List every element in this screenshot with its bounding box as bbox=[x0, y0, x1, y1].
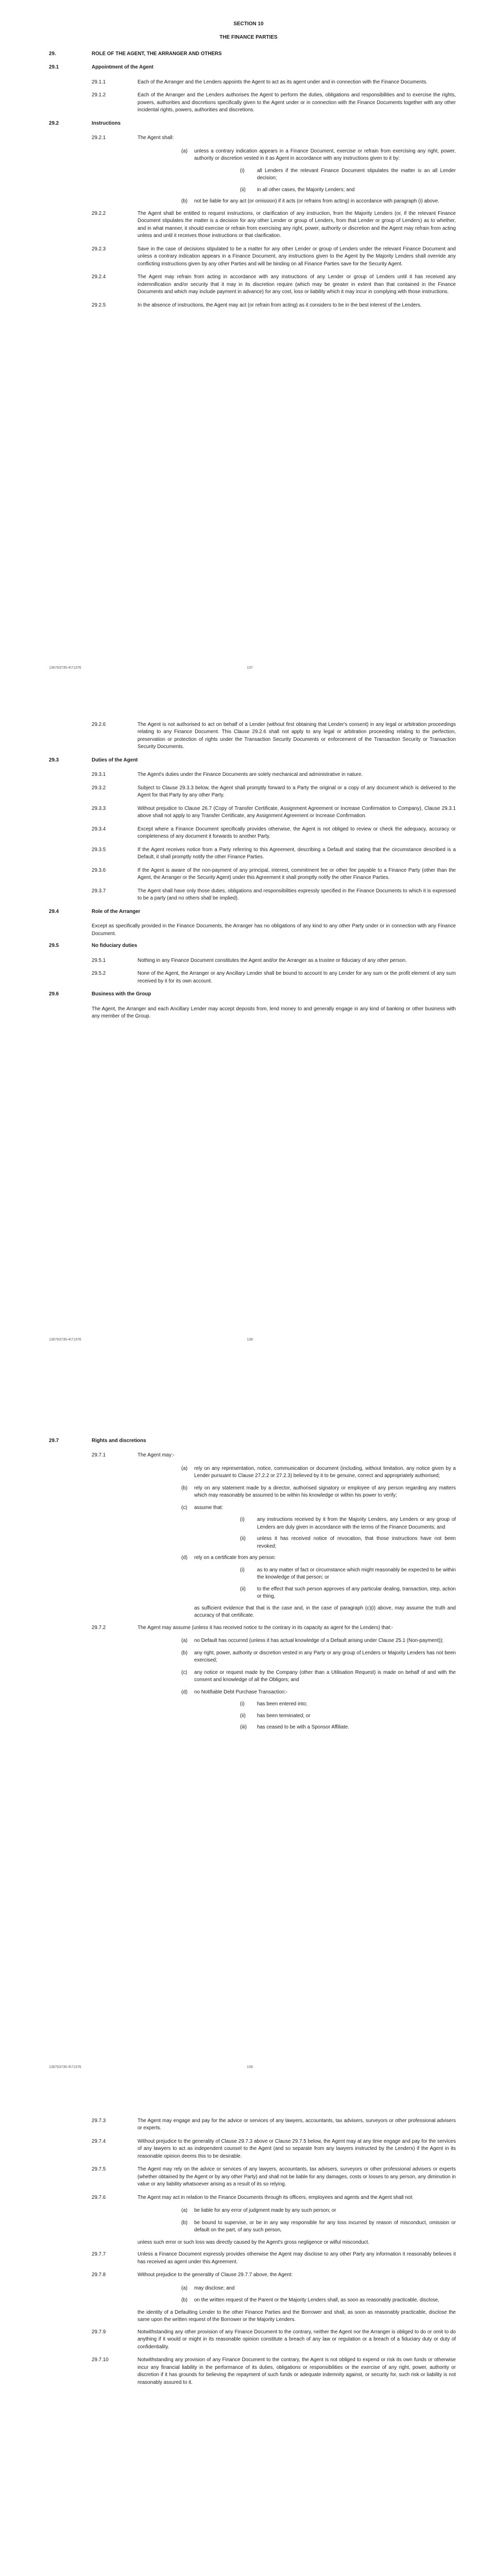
clause-list bbox=[49, 50, 456, 315]
clause-text: any instructions received by it from the Majority Lenders, any Lenders or any group of Lenders are duly given in accordance with the terms of the Finance Documents; and bbox=[257, 1517, 456, 1530]
roman-paragraph bbox=[49, 1586, 456, 1601]
page-140 bbox=[0, 2107, 497, 2576]
lettered-paragraph bbox=[49, 1637, 456, 1645]
subclause-paragraph bbox=[49, 785, 456, 800]
lettered-paragraph bbox=[49, 198, 456, 205]
clause-number: 29.7.4 bbox=[92, 2138, 106, 2144]
subclause-paragraph bbox=[49, 846, 456, 861]
subclause-paragraph bbox=[49, 2117, 456, 2132]
clause-number: (ii) bbox=[240, 1586, 246, 1592]
subclause-paragraph bbox=[49, 888, 456, 903]
clause-number: 29.3.5 bbox=[92, 846, 106, 853]
clause-text: Duties of the Agent bbox=[92, 757, 138, 763]
lettered-paragraph bbox=[49, 148, 456, 163]
clause-text: Without prejudice to the generality of Clause 29.7.3 above or Clause 29.7.5 below, the Agent may at any time engage and pay for the services of any lawyers to act as independent counsel to the Agent (and so separate from any lawyers instructed by the Lenders) if the Agent in its reasonable opinion deems this to be desirable. bbox=[138, 2138, 456, 2159]
clause-number: 29.2.5 bbox=[92, 302, 106, 308]
clause-text: has been entered into; bbox=[257, 1701, 307, 1707]
lettered-continuation bbox=[49, 1605, 456, 1620]
clause-number: (ii) bbox=[240, 1713, 246, 1719]
clause-number: (b) bbox=[181, 2219, 187, 2226]
subclause-paragraph bbox=[49, 2194, 456, 2201]
clause-text: as to any matter of fact or circumstance which might reasonably be expected to be within the knowledge of that person; or bbox=[257, 1567, 456, 1581]
clause-number: 29.7.8 bbox=[92, 2272, 106, 2278]
clause-list bbox=[49, 721, 456, 1025]
roman-paragraph bbox=[49, 1713, 456, 1720]
clause-number: 29.1.1 bbox=[92, 79, 106, 85]
clause-number: (b) bbox=[181, 198, 187, 205]
clause-text: Each of the Arranger and the Lenders authorises the Agent to perform the duties, obligations and responsibilities and to exercise the rights, powers, authorities and discretions specifically given to the Agent under or in connection with the Finance Documents together with any other incidental rights, powers, authorities and discretions. bbox=[138, 92, 456, 113]
subclause-paragraph bbox=[49, 2166, 456, 2188]
clause-text: the identity of a Defaulting Lender to the other Finance Parties and the Borrower and shall, as soon as reasonably practicable, disclose the same upon the written request of the Borrower or the Majority Lenders. bbox=[138, 2309, 456, 2323]
clause-number: (i) bbox=[240, 167, 245, 174]
clause-text: The Agent's duties under the Finance Documents are solely mechanical and administrative in nature. bbox=[138, 772, 363, 778]
clause-number: (c) bbox=[181, 1504, 187, 1511]
roman-paragraph bbox=[49, 167, 456, 182]
clause-text: rely on a certificate from any person: bbox=[194, 1555, 276, 1561]
roman-paragraph bbox=[49, 1535, 456, 1550]
doc-reference: 136763735-4\71376 bbox=[49, 666, 81, 670]
subclause-paragraph bbox=[49, 867, 456, 882]
lettered-paragraph bbox=[49, 1650, 456, 1665]
clause-text: The Agent may engage and pay for the advice or services of any lawyers, accountants, tax advisers, surveyors or other professional advisers or experts. bbox=[138, 2118, 456, 2131]
clause-list bbox=[49, 1437, 456, 1736]
clause-text: any right, power, authority or discretion vested in any Party or any group of Lenders or Majority Lenders has not been exercised; bbox=[194, 1650, 456, 1664]
subclause-heading bbox=[49, 64, 456, 71]
clause-text: The Agent is not authorised to act on behalf of a Lender (without first obtaining that Lender's consent) in any legal or arbitration proceedings relating to any Finance Document. This Clause 29.2.6 shall not apply to any legal or arbitration proceeding relating to the perfection, preservation or protection of rights under the Transaction Security Documents or enforcement of the Transaction Security or Transaction Security Documents. bbox=[138, 722, 456, 750]
clause-text: as sufficient evidence that that is the case and, in the case of paragraph (c)(i) above, may assume the truth and accuracy of that certificate. bbox=[194, 1605, 456, 1619]
clause-text: rely on any representation, notice, communication or document (including, without limitation, any notice given by a Lender pursuant to Clause 27.2.2 or 27.2.3) believed by it to be genuine, correct and appropriately authorised; bbox=[194, 1465, 456, 1479]
clause-text: no Default has occurred (unless it has actual knowledge of a Default arising under Clause 25.1 (Non-payment)); bbox=[194, 1638, 444, 1644]
clause-number: 29.5.2 bbox=[92, 971, 106, 977]
clause-text: has been terminated; or bbox=[257, 1713, 311, 1719]
subclause-paragraph bbox=[49, 246, 456, 268]
clause-text: Without prejudice to the generality of Clause 29.7.7 above, the Agent: bbox=[138, 2272, 293, 2278]
clause-text: be liable for any error of judgment made by any such person; or bbox=[194, 2208, 336, 2214]
clause-text: not be liable for any act (or omission) if it acts (or refrains from acting) in accordance with paragraph (i) above. bbox=[194, 198, 439, 205]
subclause-paragraph bbox=[49, 970, 456, 985]
subclause-paragraph bbox=[49, 2357, 456, 2386]
clause-number: 29.6 bbox=[49, 991, 59, 997]
clause-text: The Agent may assume (unless it has received notice to the contrary in its capacity as agent for the Lenders) that:- bbox=[138, 1624, 393, 1631]
clause-text: all Lenders if the relevant Finance Document stipulates the matter is an all Lender decision; bbox=[257, 167, 456, 181]
roman-paragraph bbox=[49, 1701, 456, 1708]
clause-number: 29.2 bbox=[49, 120, 59, 126]
subclause-paragraph bbox=[49, 2251, 456, 2266]
page-139 bbox=[0, 1406, 497, 2107]
clause-number: 29.3.7 bbox=[92, 888, 106, 894]
clause-number: (a) bbox=[181, 2208, 187, 2214]
clause-text: No fiduciary duties bbox=[92, 943, 138, 949]
clause-text: any notice or request made by the Company (other than a Utilisation Request) is made on behalf of and with the consent and knowledge of all the Obligors; and bbox=[194, 1669, 456, 1683]
page-number: 139 bbox=[247, 2065, 253, 2069]
section-title: THE FINANCE PARTIES bbox=[219, 35, 278, 40]
clause-number: 29.7.2 bbox=[92, 1624, 106, 1631]
doc-reference: 136763735-4\71376 bbox=[49, 1338, 81, 1342]
subclause-paragraph bbox=[49, 1624, 456, 1632]
subclause-heading bbox=[49, 120, 456, 127]
roman-paragraph bbox=[49, 1567, 456, 1582]
clause-number: 29.3.3 bbox=[92, 805, 106, 811]
page-137 bbox=[0, 21, 497, 706]
subclause-paragraph bbox=[49, 957, 456, 964]
doc-reference: 136763735-4\71376 bbox=[49, 2065, 81, 2069]
clause-text: In the absence of instructions, the Agent may act (or refrain from acting) as it considers to be in the best interest of the Lenders. bbox=[138, 302, 422, 308]
clause-text: assume that: bbox=[194, 1504, 224, 1511]
clause-number: (a) bbox=[181, 148, 187, 154]
clause-number: (b) bbox=[181, 1650, 187, 1656]
subclause-heading bbox=[49, 942, 456, 950]
clause-number: (c) bbox=[181, 1669, 187, 1675]
clause-number: 29. bbox=[49, 51, 56, 57]
clause-number: 29.4 bbox=[49, 908, 59, 914]
clause-list bbox=[49, 2117, 456, 2392]
clause-number: (a) bbox=[181, 2285, 187, 2291]
clause-number: 29.3 bbox=[49, 757, 59, 763]
clause-text: to the effect that such person approves of any particular dealing, transaction, step, action or thing, bbox=[257, 1586, 456, 1600]
clause-number: (b) bbox=[181, 2297, 187, 2303]
clause-number: 29.7.9 bbox=[92, 2329, 106, 2335]
clause-text: The Agent shall: bbox=[138, 135, 174, 141]
clause-number: 29.3.6 bbox=[92, 867, 106, 873]
subclause-paragraph bbox=[49, 79, 456, 86]
clause-number: 29.2.1 bbox=[92, 135, 106, 141]
clause-text: Instructions bbox=[92, 120, 121, 126]
page-138 bbox=[0, 706, 497, 1412]
clause-text: on the written request of the Parent or the Majority Lenders shall, as soon as reasonably practicable, disclose, bbox=[194, 2297, 439, 2303]
roman-paragraph bbox=[49, 1516, 456, 1531]
clause-text: unless a contrary indication appears in a Finance Document, exercise or refrain from exercising any right, power, authority or discretion vested in it as Agent in accordance with any instructions given to it by: bbox=[194, 148, 456, 162]
clause-number: (a) bbox=[181, 1465, 187, 1471]
clause-paragraph bbox=[49, 1006, 456, 1021]
clause-text: be bound to supervise, or be in any way responsible for any loss incurred by reason of misconduct, omission or default on the part, of any such person, bbox=[194, 2219, 456, 2233]
subclause-continuation bbox=[49, 2239, 456, 2246]
clause-number: 29.3.4 bbox=[92, 826, 106, 832]
clause-text: The Agent shall be entitled to request instructions, or clarification of any instruction, from the Majority Lenders (or, if the relevant Finance Document stipulates the matter is a decision for any other Lender or group of Lenders, from that Lender or group of Lenders) as to whether, and in what manner, it should exercise or refrain from exercising any right, power, authority or discretion and the Agent may refrain from acting unless and until it receives those instructions or that clarification. bbox=[138, 210, 456, 239]
section-number: SECTION 10 bbox=[233, 21, 264, 27]
subclause-heading bbox=[49, 1437, 456, 1445]
clause-paragraph bbox=[49, 923, 456, 938]
clause-text: The Agent, the Arranger and each Ancillary Lender may accept deposits from, lend money to and generally engage in any kind of banking or other business with any member of the Group. bbox=[92, 1006, 456, 1020]
roman-paragraph bbox=[49, 187, 456, 194]
clause-number: 29.7.7 bbox=[92, 2251, 106, 2258]
subclause-heading bbox=[49, 991, 456, 998]
clause-number: (b) bbox=[181, 1485, 187, 1491]
clause-number: (ii) bbox=[240, 187, 246, 193]
lettered-paragraph bbox=[49, 2285, 456, 2292]
clause-number: 29.2.4 bbox=[92, 274, 106, 280]
roman-paragraph bbox=[49, 1724, 456, 1731]
clause-text: Rights and discretions bbox=[92, 1438, 146, 1444]
clause-number: 29.2.6 bbox=[92, 722, 106, 727]
clause-number: 29.7.6 bbox=[92, 2194, 106, 2200]
clause-text: None of the Agent, the Arranger or any Ancillary Lender shall be bound to account to any Lender for any sum or the profit element of any sum received by it for its own account. bbox=[138, 971, 456, 984]
lettered-paragraph bbox=[49, 1465, 456, 1480]
clause-text: rely on any statement made by a director, authorised signatory or employee of any person regarding any matters which may reasonably be assumed to be within his knowledge or within his power to verify; bbox=[194, 1485, 456, 1499]
clause-text: Without prejudice to Clause 26.7 (Copy of Transfer Certificate, Assignment Agreement or Increase Confirmation to Company), Clause 29.3.1 above shall not apply to any Transfer Certificate, any Assignment Agreement or Increase Confirmation. bbox=[138, 805, 456, 819]
clause-text: has ceased to be with a Sponsor Affiliate. bbox=[257, 1724, 349, 1731]
clause-number: 29.1.2 bbox=[92, 92, 106, 98]
clause-text: Except where a Finance Document specifically provides otherwise, the Agent is not obliged to review or check the adequacy, accuracy or completeness of any document it forwards to another Party. bbox=[138, 826, 456, 840]
clause-text: Notwithstanding any provision of any Finance Document to the contrary, the Agent is not obliged to expend or risk its own funds or otherwise incur any financial liability in the performance of its duties, obligations or responsibilities or the exercise of any right, power, authority or discretion if it has grounds for believing the repayment of such funds or adequate indemnity against, or security for, such risk or liability is not reasonably assured to it. bbox=[138, 2357, 456, 2385]
clause-text: Appointment of the Agent bbox=[92, 64, 153, 71]
clause-heading bbox=[49, 50, 456, 58]
subclause-paragraph bbox=[49, 92, 456, 114]
clause-number: 29.7.10 bbox=[92, 2357, 109, 2363]
clause-text: Role of the Arranger bbox=[92, 908, 141, 914]
subclause-paragraph bbox=[49, 2138, 456, 2160]
subclause-paragraph bbox=[49, 771, 456, 778]
clause-number: 29.3.1 bbox=[92, 772, 106, 778]
clause-text: unless it has received notice of revocation, that those instructions have not been revoked; bbox=[257, 1536, 456, 1549]
subclause-paragraph bbox=[49, 805, 456, 820]
clause-text: If the Agent is aware of the non-payment of any principal, interest, commitment fee or other fee payable to a Finance Party (other than the Agent, the Arranger or the Security Agent) under this Agreement it shall promptly notify the other Finance Parties. bbox=[138, 867, 456, 881]
clause-number: (i) bbox=[240, 1701, 245, 1707]
clause-text: Business with the Group bbox=[92, 991, 151, 997]
clause-number: 29.2.3 bbox=[92, 246, 106, 252]
clause-number: (i) bbox=[240, 1517, 245, 1523]
clause-number: (iii) bbox=[240, 1724, 247, 1731]
lettered-paragraph bbox=[49, 2297, 456, 2304]
lettered-paragraph bbox=[49, 1669, 456, 1684]
clause-number: (a) bbox=[181, 1638, 187, 1644]
lettered-paragraph bbox=[49, 1689, 456, 1696]
clause-number: 29.7 bbox=[49, 1438, 59, 1444]
clause-text: Save in the case of decisions stipulated to be a matter for any other Lender or group of Lenders under the relevant Finance Document and unless a contrary indication appears in a Finance Document, any instructions given to the Agent by the Majority Lenders shall override any conflicting instructions given by any other Parties and will be binding on all Finance Parties save for the Security Agent. bbox=[138, 246, 456, 267]
page-number: 137 bbox=[247, 666, 253, 670]
clause-number: 29.7.5 bbox=[92, 2166, 106, 2173]
clause-number: 29.7.3 bbox=[92, 2118, 106, 2124]
clause-text: ROLE OF THE AGENT, THE ARRANGER AND OTHERS bbox=[92, 51, 222, 57]
subclause-paragraph bbox=[49, 2272, 456, 2279]
clause-text: The Agent shall have only those duties, obligations and responsibilities expressly specified in the Finance Documents to which it is expressed to be a party (and no others shall be implied). bbox=[138, 888, 456, 902]
lettered-paragraph bbox=[49, 1554, 456, 1562]
clause-text: The Agent may refrain from acting in accordance with any instructions of any Lender or group of Lenders until it has received any indemnification and/or security that it may in its discretion require (which may be greater in extent than that contained in the Finance Documents and which may include payment in advance) for any cost, loss or liability which it may incur in complying with those instructions. bbox=[138, 274, 456, 295]
subclause-paragraph bbox=[49, 210, 456, 240]
clause-number: (i) bbox=[240, 1567, 245, 1573]
subclause-paragraph bbox=[49, 274, 456, 296]
clause-text: Notwithstanding any other provision of any Finance Document to the contrary, neither the Agent nor the Arranger is obliged to do or omit to do anything if it would or might in its reasonable opinion constitute a breach of any law or regulation or a breach of a fiduciary duty or duty of confidentiality. bbox=[138, 2329, 456, 2350]
clause-text: unless such error or such loss was directly caused by the Agent's gross negligence or wilful misconduct. bbox=[138, 2239, 370, 2245]
clause-number: 29.5.1 bbox=[92, 957, 106, 963]
lettered-paragraph bbox=[49, 2219, 456, 2234]
clause-text: Each of the Arranger and the Lenders appoints the Agent to act as its agent under and in connection with the Finance Documents. bbox=[138, 79, 428, 85]
clause-text: Except as specifically provided in the Finance Documents, the Arranger has no obligations of any kind to any other Party under or in connection with any Finance Document. bbox=[92, 923, 456, 937]
subclause-paragraph bbox=[49, 1452, 456, 1459]
clause-text: in all other cases, the Majority Lenders; and bbox=[257, 187, 355, 193]
clause-number: 29.7.1 bbox=[92, 1452, 106, 1459]
clause-text: If the Agent receives notice from a Party referring to this Agreement, describing a Default and stating that the circumstance described is a Default, it shall promptly notify the other Finance Parties. bbox=[138, 846, 456, 860]
subclause-paragraph bbox=[49, 826, 456, 841]
subclause-continuation bbox=[49, 2309, 456, 2324]
clause-text: no Notifiable Debt Purchase Transaction:- bbox=[194, 1689, 288, 1695]
clause-text: Subject to Clause 29.3.3 below, the Agent shall promptly forward to a Party the original or a copy of any document which is delivered to the Agent for that Party by any other Party. bbox=[138, 785, 456, 799]
clause-text: The Agent may:- bbox=[138, 1452, 175, 1459]
clause-number: 29.1 bbox=[49, 64, 59, 71]
clause-number: 29.5 bbox=[49, 943, 59, 949]
subclause-heading bbox=[49, 757, 456, 764]
clause-number: 29.2.2 bbox=[92, 210, 106, 216]
clause-number: (d) bbox=[181, 1555, 187, 1561]
clause-number: (ii) bbox=[240, 1536, 246, 1542]
clause-text: The Agent may act in relation to the Finance Documents through its officers, employees and agents and the Agent shall not: bbox=[138, 2194, 414, 2200]
clause-text: may disclose; and bbox=[194, 2285, 235, 2291]
lettered-paragraph bbox=[49, 2207, 456, 2214]
lettered-paragraph bbox=[49, 1504, 456, 1512]
page-number: 138 bbox=[247, 1338, 253, 1342]
clause-text: Nothing in any Finance Document constitutes the Agent and/or the Arranger as a trustee or fiduciary of any other person. bbox=[138, 957, 407, 963]
subclause-paragraph bbox=[49, 302, 456, 309]
subclause-paragraph bbox=[49, 2329, 456, 2351]
lettered-paragraph bbox=[49, 1485, 456, 1500]
subclause-paragraph bbox=[49, 134, 456, 142]
clause-number: 29.3.2 bbox=[92, 785, 106, 791]
clause-text: Unless a Finance Document expressly provides otherwise the Agent may disclose to any other Party any information it reasonably believes it has received as agent under this Agreement. bbox=[138, 2251, 456, 2265]
clause-number: (d) bbox=[181, 1689, 187, 1695]
subclause-heading bbox=[49, 908, 456, 916]
subclause-paragraph bbox=[49, 721, 456, 751]
clause-text: The Agent may rely on the advice or services of any lawyers, accountants, tax advisers, surveyors or other professional advisers or experts (whether obtained by the Agent or by any other Party) and shall not be liable for any damages, costs or losses to any person, any diminution in value or any liability whatsoever arising as a result of its so relying. bbox=[138, 2166, 456, 2188]
